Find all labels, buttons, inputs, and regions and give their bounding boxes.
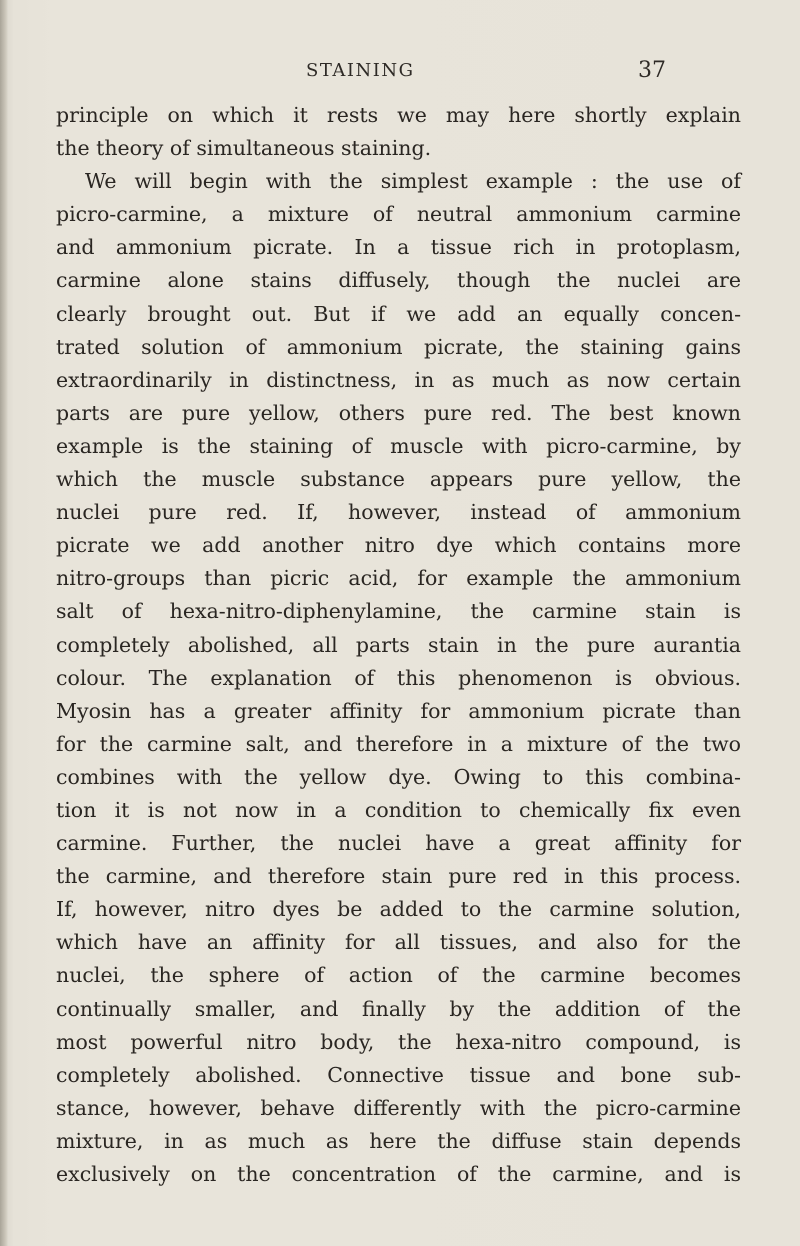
text-line: parts are pure yellow, others pure red. The best known — [56, 400, 741, 425]
page-binding-edge — [0, 0, 8, 1246]
text-line: Myosin has a greater affinity for ammonium picrate than — [56, 698, 741, 723]
text-line: completely abolished. Connective tissue and bone sub- — [56, 1062, 741, 1087]
text-line: the theory of simultaneous staining. — [56, 136, 432, 161]
text-line: extraordinarily in distinctness, in as much as now certain — [56, 367, 741, 392]
text-line: mixture, in as much as here the diffuse stain depends — [56, 1128, 741, 1153]
text-line: example is the staining of muscle with picro-carmine, by — [56, 433, 741, 458]
text-line: nuclei pure red. If, however, instead of ammonium — [56, 500, 741, 525]
text-line: colour. The explanation of this phenomenon is obvious. — [56, 665, 741, 690]
text-line: the carmine, and therefore stain pure red in this process. — [56, 864, 741, 889]
text-line: salt of hexa-nitro-diphenylamine, the carmine stain is — [56, 599, 741, 624]
page-header — [306, 58, 666, 88]
text-line: If, however, nitro dyes be added to the carmine solution, — [56, 897, 741, 922]
text-line: clearly brought out. But if we add an equally concen- — [56, 301, 741, 326]
page-number: 37 — [638, 58, 666, 83]
text-line: We will begin with the simplest example : the use of — [85, 169, 741, 194]
text-line: picrate we add another nitro dye which contains more — [56, 533, 741, 558]
text-line: principle on which it rests we may here shortly explain — [56, 103, 741, 127]
body-text — [56, 99, 741, 1191]
text-line: combines with the yellow dye. Owing to this combina- — [56, 764, 741, 789]
text-line: picro-carmine, a mixture of neutral ammonium carmine — [56, 202, 741, 227]
text-line: nitro-groups than picric acid, for example the ammonium — [56, 566, 741, 591]
text-line: continually smaller, and finally by the addition of the — [56, 996, 741, 1021]
running-title: STAINING — [306, 60, 415, 81]
text-line: and ammonium picrate. In a tissue rich in protoplasm, — [56, 235, 741, 260]
text-line: most powerful nitro body, the hexa-nitro compound, is — [56, 1029, 741, 1054]
text-line: tion it is not now in a condition to chemically fix even — [56, 797, 741, 822]
text-line: carmine alone stains diffusely, though the nuclei are — [56, 268, 741, 293]
text-line: which the muscle substance appears pure yellow, the — [56, 467, 741, 492]
text-line: nuclei, the sphere of action of the carmine becomes — [56, 963, 741, 988]
text-line: exclusively on the concentration of the carmine, and is — [56, 1162, 741, 1186]
text-line: which have an affinity for all tissues, and also for the — [56, 930, 741, 955]
text-line: carmine. Further, the nuclei have a great affinity for — [56, 831, 741, 856]
text-line: completely abolished, all parts stain in the pure aurantia — [56, 632, 741, 657]
text-line: stance, however, behave differently with the picro-carmine — [56, 1095, 741, 1120]
text-line: for the carmine salt, and therefore in a mixture of the two — [56, 731, 741, 756]
text-line: trated solution of ammonium picrate, the staining gains — [56, 334, 741, 359]
